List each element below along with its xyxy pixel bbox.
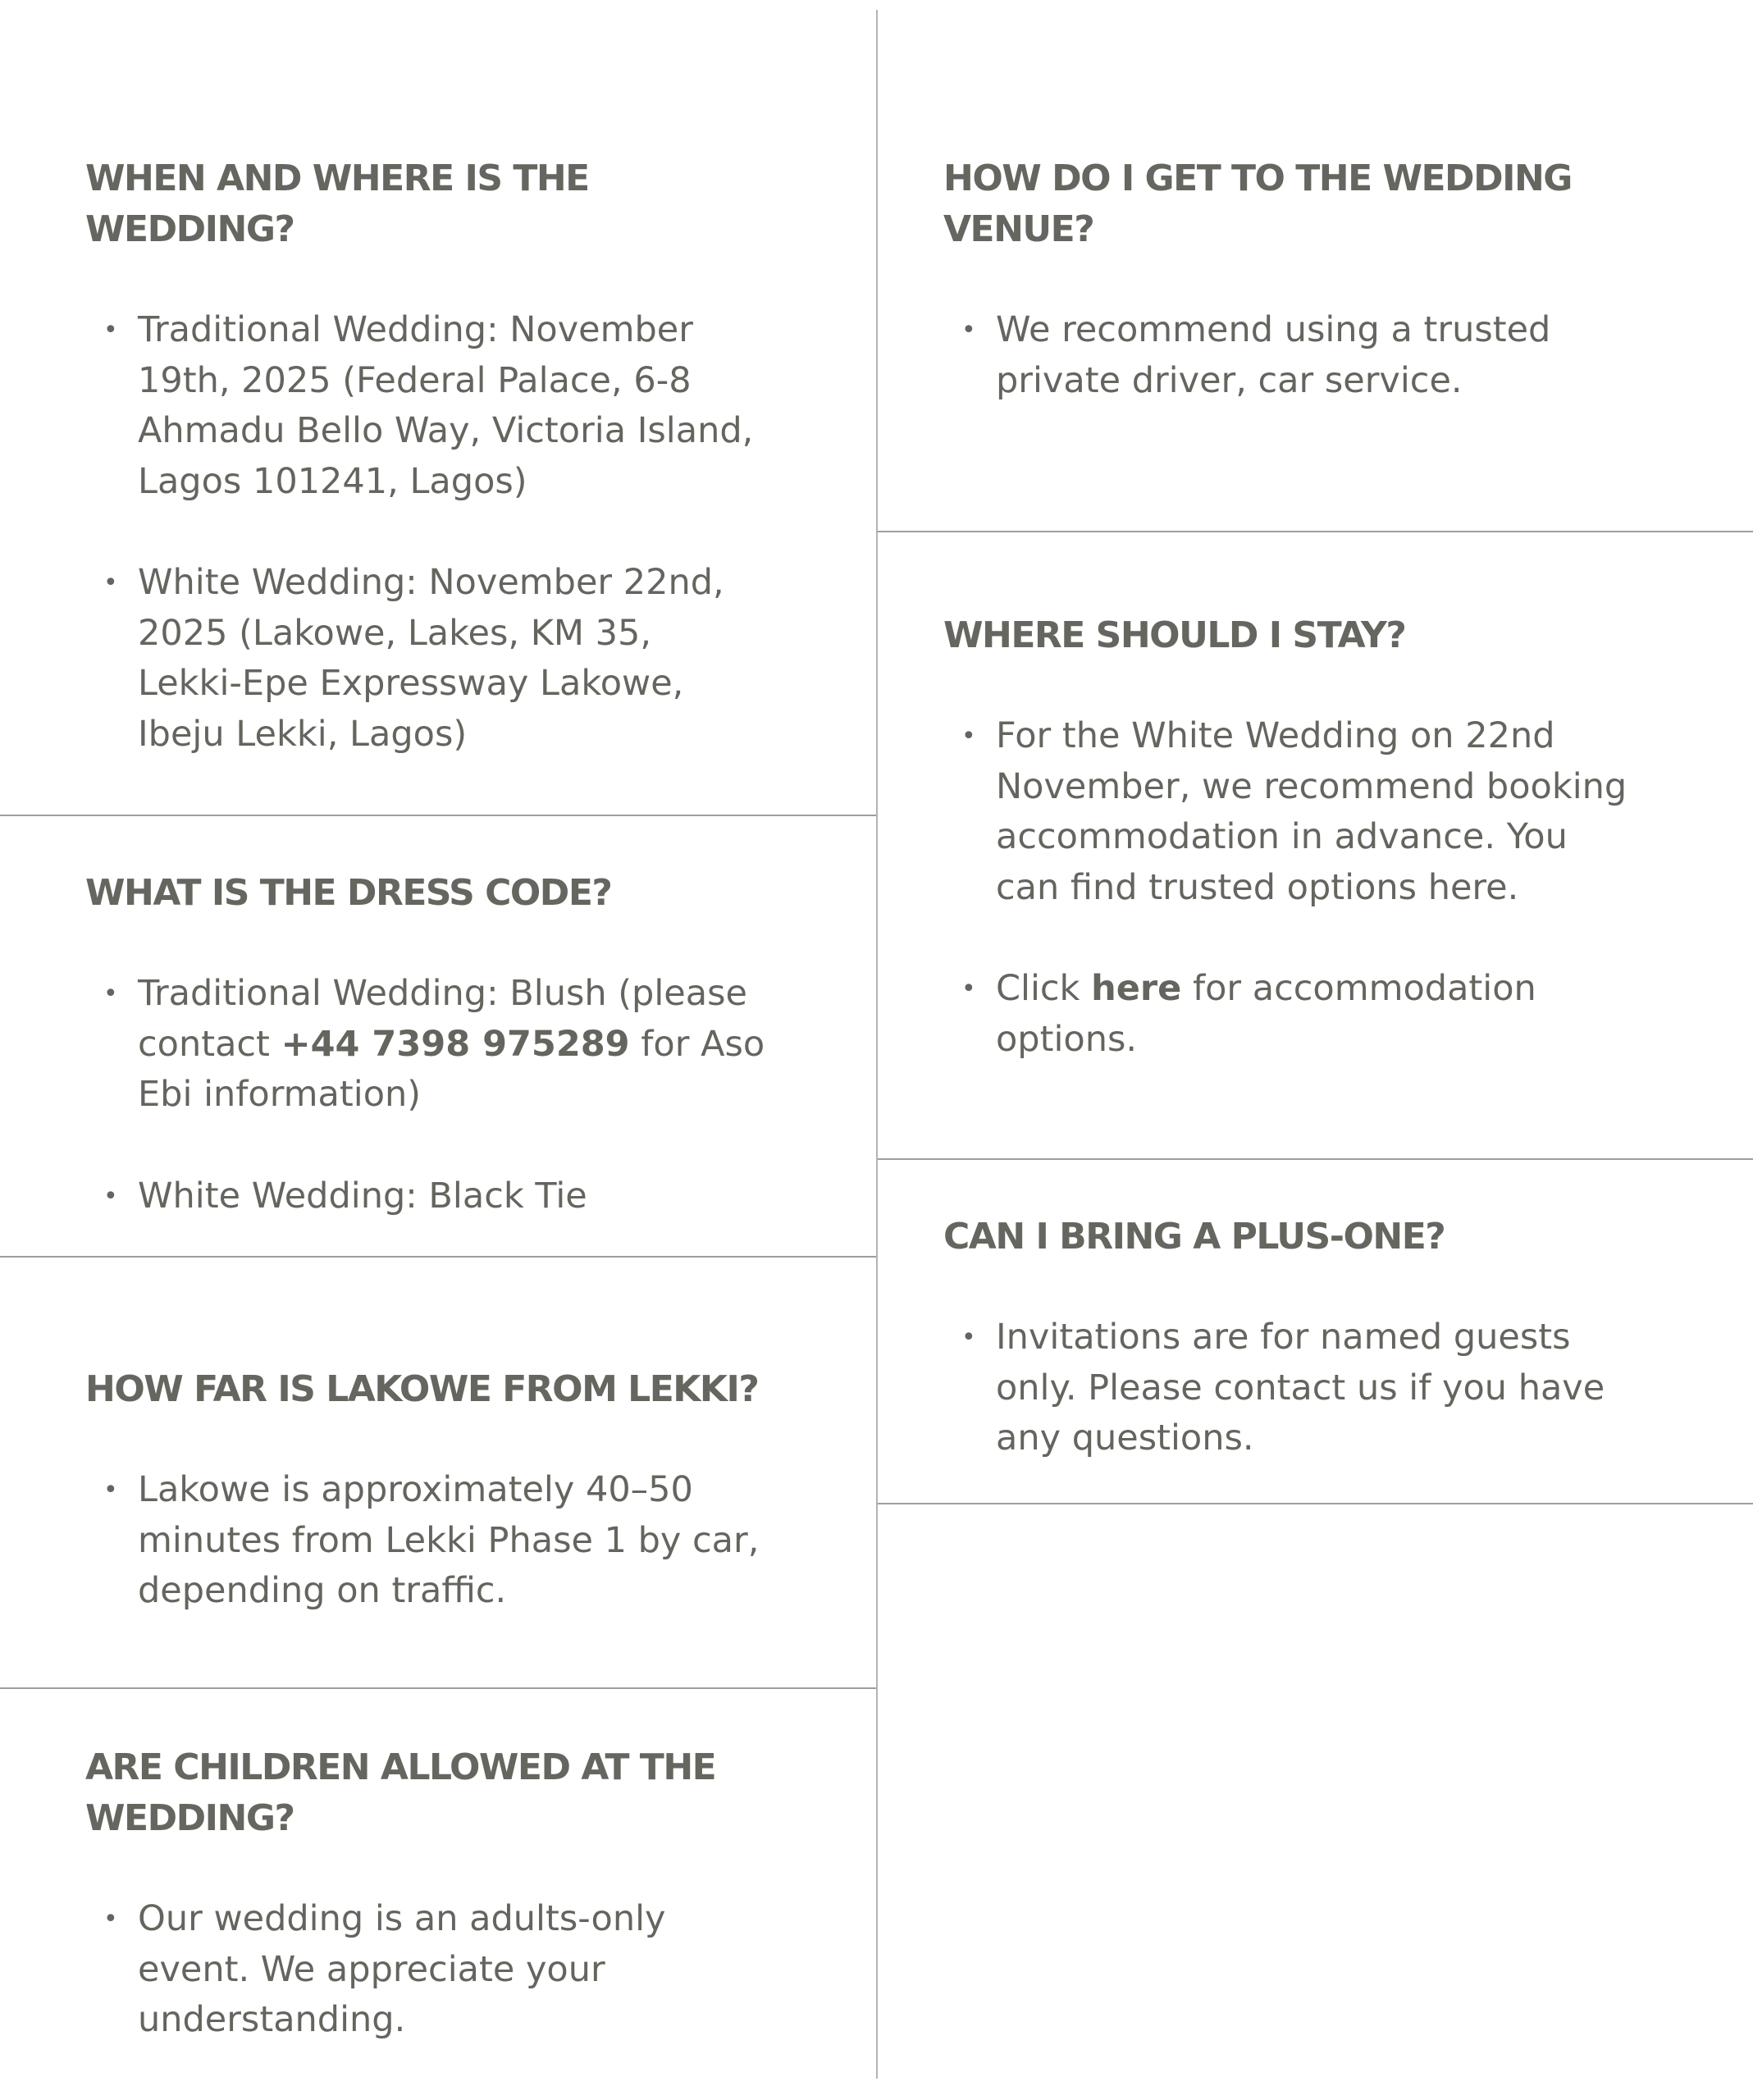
aso-ebi-phone[interactable]: +44 7398 975289 bbox=[281, 1023, 630, 1065]
faq-question-children: ARE CHILDREN ALLOWED AT THE WEDDING? bbox=[85, 1746, 716, 1839]
bullet-icon: • bbox=[103, 568, 118, 597]
answer-text: Traditional Wedding: Blush (please contact bbox=[138, 973, 747, 1065]
bullet-icon: • bbox=[103, 1181, 118, 1211]
faq-answer-list bbox=[85, 305, 766, 760]
bullet-icon: • bbox=[103, 316, 118, 345]
list-item bbox=[943, 964, 1641, 1065]
faq-question-transport: HOW DO I GET TO THE WEDDING VENUE? bbox=[943, 158, 1572, 250]
bullet-icon: • bbox=[103, 979, 118, 1008]
list-item bbox=[85, 305, 766, 507]
bullet-icon: • bbox=[961, 316, 976, 345]
faq-question-dress-code: WHAT IS THE DRESS CODE? bbox=[85, 872, 612, 914]
faq-answer-list bbox=[943, 1312, 1641, 1464]
faq-answer-list bbox=[85, 1465, 766, 1617]
faq-plus-one bbox=[878, 1160, 1753, 1504]
accommodation-link[interactable]: here bbox=[1091, 968, 1182, 1009]
list-item bbox=[943, 711, 1641, 913]
answer-text: for Aso Ebi information) bbox=[138, 1023, 765, 1115]
bullet-icon: • bbox=[961, 1323, 976, 1352]
faq-left-column bbox=[0, 0, 876, 2100]
answer-white-dress: White Wedding: Black Tie bbox=[138, 1175, 587, 1217]
answer-traditional-dress bbox=[138, 973, 765, 1115]
answer-accommodation bbox=[996, 968, 1536, 1060]
answer-traditional-wedding: Traditional Wedding: November 19th, 2025 (Federal Palace, 6-8 Ahmadu Bello Way, Victoria Island, Lagos 101241, Lagos) bbox=[138, 309, 754, 502]
bullet-icon: • bbox=[961, 975, 976, 1003]
faq-distance bbox=[0, 1258, 876, 1688]
faq-dress-code bbox=[0, 816, 876, 1258]
faq-answer-list bbox=[943, 711, 1641, 1065]
answer-text: for accommodation options. bbox=[996, 968, 1536, 1060]
answer-text: Click bbox=[996, 968, 1092, 1009]
answer-children: Our wedding is an adults-only event. We appreciate your understanding. bbox=[138, 1898, 666, 2040]
faq-right-column bbox=[878, 0, 1753, 2100]
answer-stay: For the White Wedding on 22nd November, we recommend booking accommodation in advance. You can find trusted options here. bbox=[996, 715, 1627, 908]
faq-answer-list bbox=[943, 305, 1641, 406]
answer-white-wedding: White Wedding: November 22nd, 2025 (Lakowe, Lakes, KM 35, Lekki-Epe Expressway Lakowe, Ibeju Lekki, Lagos) bbox=[138, 562, 724, 755]
faq-answer-list bbox=[85, 969, 766, 1221]
list-item bbox=[85, 1171, 766, 1222]
faq-stay bbox=[878, 532, 1753, 1160]
list-item bbox=[85, 969, 766, 1121]
list-item bbox=[85, 1465, 766, 1617]
faq-answer-list bbox=[85, 1894, 766, 2046]
list-item bbox=[85, 1894, 766, 2046]
faq-question-stay: WHERE SHOULD I STAY? bbox=[943, 614, 1406, 656]
faq-question-distance: HOW FAR IS LAKOWE FROM LEKKI? bbox=[85, 1368, 759, 1410]
answer-distance: Lakowe is approximately 40–50 minutes from Lekki Phase 1 by car, depending on traffic. bbox=[138, 1469, 760, 1611]
faq-transport bbox=[878, 0, 1753, 533]
section-divider bbox=[878, 1503, 1753, 1504]
list-item bbox=[85, 558, 766, 760]
faq-when-where bbox=[0, 0, 876, 816]
faq-question-when-where: WHEN AND WHERE IS THE WEDDING? bbox=[85, 158, 589, 250]
answer-transport: We recommend using a trusted private driver, car service. bbox=[996, 309, 1551, 401]
answer-plus-one: Invitations are for named guests only. Please contact us if you have any questions. bbox=[996, 1317, 1605, 1459]
bullet-icon: • bbox=[103, 1905, 118, 1933]
faq-children bbox=[0, 1688, 876, 2082]
faq-question-plus-one: CAN I BRING A PLUS-ONE? bbox=[943, 1216, 1445, 1258]
bullet-icon: • bbox=[961, 722, 976, 751]
list-item bbox=[943, 305, 1641, 406]
bullet-icon: • bbox=[103, 1476, 118, 1504]
list-item bbox=[943, 1312, 1641, 1464]
